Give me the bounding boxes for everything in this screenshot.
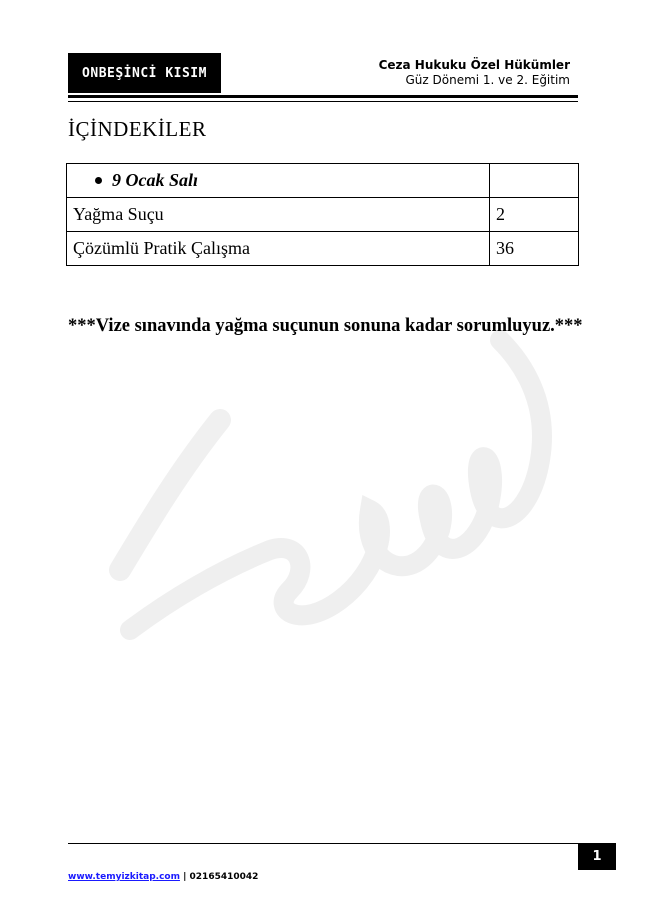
toc-page bbox=[490, 164, 579, 198]
toc-page: 36 bbox=[490, 232, 579, 266]
toc-table bbox=[66, 163, 579, 266]
section-tag: ONBEŞİNCİ KISIM bbox=[68, 53, 221, 93]
header-rule-thin bbox=[68, 101, 578, 102]
toc-page: 2 bbox=[490, 198, 579, 232]
toc-row bbox=[67, 198, 579, 232]
header-subtitle: Güz Dönemi 1. ve 2. Eğitim bbox=[405, 73, 570, 87]
footer-contact bbox=[68, 872, 258, 882]
exam-notice: ***Vize sınavında yağma suçunun sonuna kadar sorumluyuz.*** bbox=[68, 316, 583, 336]
toc-entry-date bbox=[67, 164, 490, 198]
toc-label: 9 Ocak Salı bbox=[112, 170, 199, 190]
document-header bbox=[379, 58, 570, 88]
page-number: 1 bbox=[578, 843, 616, 870]
footer-separator: | bbox=[179, 872, 190, 882]
footer-rule bbox=[68, 843, 578, 844]
header-rule-thick bbox=[68, 95, 578, 98]
header-title: Ceza Hukuku Özel Hükümler bbox=[378, 58, 570, 72]
phone-number: 02165410042 bbox=[189, 872, 259, 882]
toc-row bbox=[67, 232, 579, 266]
bullet-icon bbox=[95, 177, 102, 184]
toc-label: Çözümlü Pratik Çalışma bbox=[67, 232, 490, 266]
website-link[interactable]: www.temyizkitap.com bbox=[68, 872, 180, 882]
toc-label: Yağma Suçu bbox=[67, 198, 490, 232]
toc-row bbox=[67, 164, 579, 198]
toc-heading: İÇİNDEKİLER bbox=[68, 117, 207, 141]
